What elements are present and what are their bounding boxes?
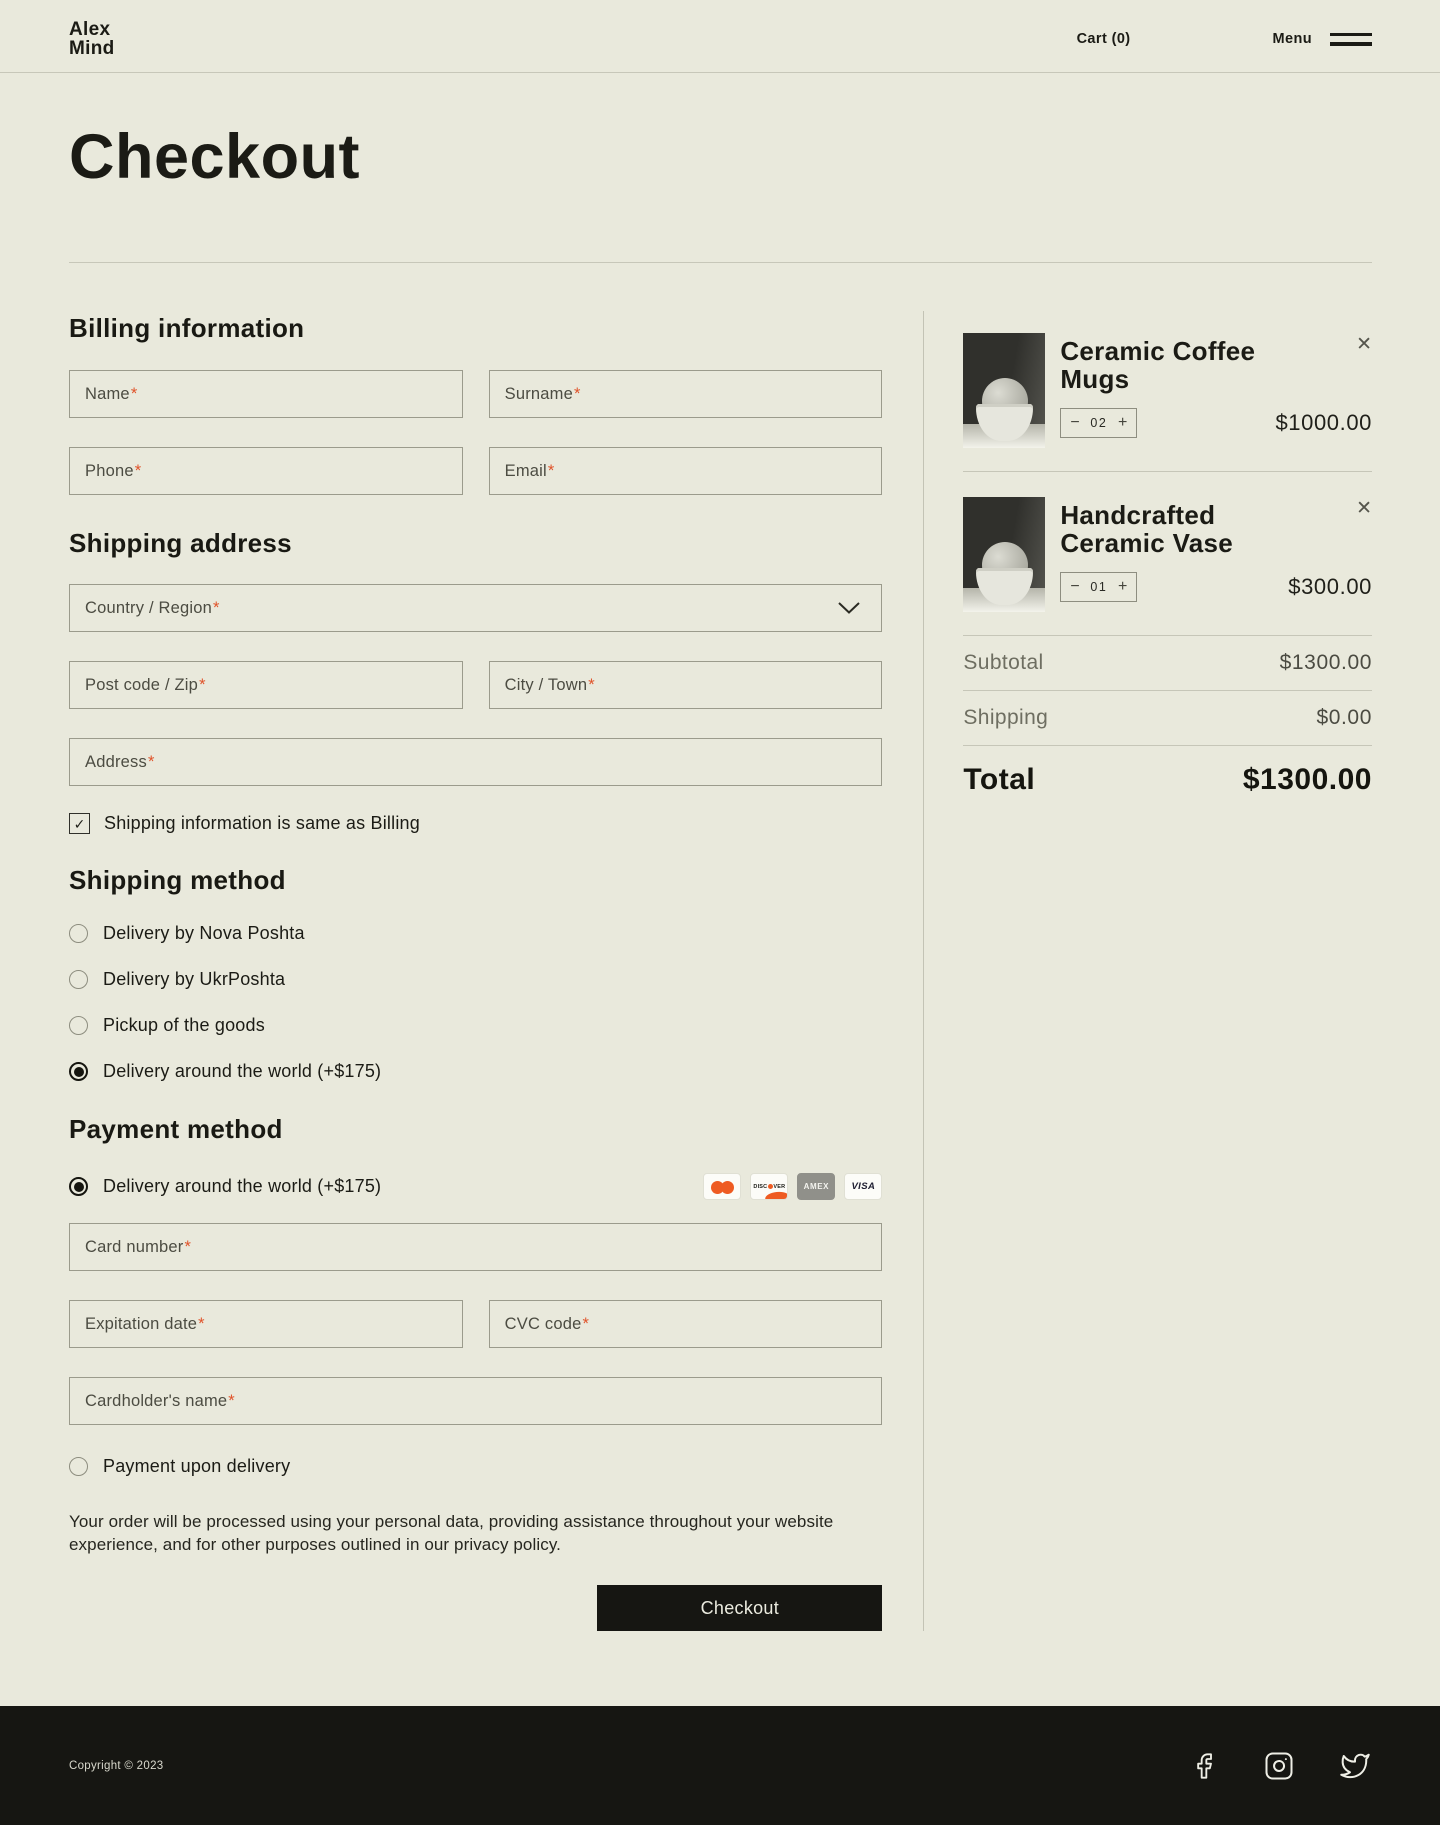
product-price: $300.00 (1288, 573, 1372, 599)
field-placeholder: Name (85, 384, 130, 403)
required-asterisk: * (547, 461, 555, 480)
page-title: Checkout (69, 122, 361, 192)
product-image (963, 497, 1045, 612)
field-placeholder: City / Town (504, 675, 588, 694)
shipping-option-worldwide[interactable] (69, 1061, 882, 1082)
required-asterisk: * (134, 461, 142, 480)
shipping-address-heading: Shipping address (69, 528, 292, 558)
payment-option-card[interactable] (69, 1173, 882, 1200)
field-placeholder: Cardholder's name (85, 1391, 228, 1410)
field-placeholder: Expitation date (85, 1314, 198, 1333)
postcode-field[interactable] (69, 661, 463, 709)
radio-label: Delivery around the world (+$175) (103, 1176, 382, 1196)
shipping-option-pickup[interactable] (69, 1015, 882, 1036)
logo-line-2: Mind (69, 38, 115, 59)
zip-city-grid (69, 661, 882, 709)
checkbox-icon (69, 813, 90, 834)
cart-item-body (1060, 333, 1372, 448)
checkbox-label: Shipping information is same as Billing (104, 813, 420, 833)
instagram-icon[interactable] (1264, 1751, 1294, 1781)
twitter-icon[interactable] (1340, 1751, 1370, 1781)
radio-label: Delivery by UkrPoshta (103, 969, 286, 989)
facebook-icon[interactable] (1190, 1752, 1218, 1780)
discover-o-dot (768, 1184, 773, 1189)
required-asterisk: * (213, 598, 220, 617)
radio-label: Delivery around the world (+$175) (103, 1061, 382, 1081)
quantity-stepper (1060, 572, 1137, 602)
payment-method-heading: Payment method (69, 1114, 283, 1144)
shipping-method-heading: Shipping method (69, 865, 286, 895)
radio-label: Pickup of the goods (103, 1015, 265, 1035)
social-links (1190, 1751, 1370, 1781)
quantity-stepper (1060, 408, 1137, 438)
cvc-field[interactable] (489, 1300, 883, 1348)
main-wrap (0, 73, 1440, 1706)
radio-icon (69, 970, 88, 989)
radio-icon (69, 924, 88, 943)
qty-price-row (1060, 572, 1372, 602)
discover-icon (750, 1173, 788, 1200)
quantity-value: 02 (1090, 415, 1108, 430)
privacy-note: Your order will be processed using your personal data, providing assistance throughout your website experience, and for other purposes outlined in our privacy policy. (69, 1512, 834, 1554)
site-footer (0, 1706, 1440, 1825)
checkout-form (69, 263, 882, 1631)
logo-line-1: Alex (69, 19, 111, 40)
field-placeholder: Post code / Zip (85, 675, 199, 694)
subtotal-label: Subtotal (963, 651, 1044, 674)
required-asterisk: * (574, 384, 581, 403)
same-as-billing-checkbox[interactable] (69, 813, 882, 834)
minus-button[interactable]: − (1070, 577, 1080, 595)
required-asterisk: * (130, 384, 138, 403)
minus-button[interactable]: − (1070, 413, 1080, 431)
shipping-option-nova-poshta[interactable] (69, 923, 882, 944)
field-placeholder: Country / Region (85, 598, 213, 617)
cardholder-name-field[interactable] (69, 1377, 882, 1425)
subtotal-value: $1300.00 (1279, 651, 1372, 674)
total-label: Total (963, 763, 1036, 796)
radio-selected-icon (69, 1062, 88, 1081)
checkout-button[interactable]: Checkout (597, 1585, 882, 1631)
radio-icon (69, 1016, 88, 1035)
required-asterisk: * (184, 1237, 192, 1256)
product-price: $1000.00 (1275, 409, 1372, 435)
phone-field[interactable] (69, 447, 463, 495)
expiration-date-field[interactable] (69, 1300, 463, 1348)
payment-option-cod[interactable] (69, 1456, 882, 1477)
field-placeholder: Address (85, 752, 147, 771)
field-placeholder: Card number (85, 1237, 184, 1256)
required-asterisk: * (199, 675, 206, 694)
surname-field[interactable] (489, 370, 883, 418)
card-number-field[interactable] (69, 1223, 882, 1271)
logo[interactable] (69, 20, 115, 58)
total-row (963, 746, 1372, 797)
shipping-option-ukrposhta[interactable] (69, 969, 882, 990)
quantity-value: 01 (1090, 579, 1108, 594)
email-field[interactable] (489, 447, 883, 495)
required-asterisk: * (198, 1314, 205, 1333)
field-placeholder: Surname (504, 384, 574, 403)
chevron-down-icon (837, 602, 861, 615)
shipping-row (963, 691, 1372, 746)
cart-link[interactable]: Cart (0) (1076, 31, 1131, 47)
billing-grid (69, 370, 882, 495)
billing-heading: Billing information (69, 313, 305, 343)
field-placeholder: Phone (85, 461, 134, 480)
discover-text: VER (773, 1183, 786, 1190)
radio-selected-icon (69, 1177, 88, 1196)
content (69, 263, 1372, 1706)
shipping-label: Shipping (963, 706, 1049, 729)
radio-label: Delivery by Nova Poshta (103, 923, 305, 943)
cart-item (963, 333, 1372, 472)
site-header (0, 0, 1440, 73)
visa-icon: VISA (844, 1173, 882, 1200)
amex-icon: AMEX (797, 1173, 835, 1200)
discover-swoosh (765, 1191, 788, 1200)
menu-label: Menu (1272, 31, 1312, 47)
required-asterisk: * (228, 1391, 235, 1410)
field-placeholder: Email (504, 461, 547, 480)
plus-button[interactable]: + (1117, 577, 1128, 595)
qty-price-row (1060, 408, 1372, 438)
remove-item-icon[interactable]: ✕ (1356, 498, 1372, 519)
remove-item-icon[interactable]: ✕ (1356, 334, 1372, 355)
plus-button[interactable]: + (1117, 413, 1128, 431)
header-nav (1077, 31, 1372, 47)
address-field[interactable] (69, 738, 882, 786)
radio-icon (69, 1457, 88, 1476)
city-field[interactable] (489, 661, 883, 709)
subtotal-row (963, 636, 1372, 691)
card-details-grid (69, 1300, 882, 1348)
cart-item (963, 497, 1372, 636)
name-field[interactable] (69, 370, 463, 418)
required-asterisk: * (147, 752, 155, 771)
radio-label: Payment upon delivery (103, 1456, 291, 1476)
menu-button[interactable] (1273, 31, 1372, 47)
order-summary (963, 263, 1372, 1631)
product-image (963, 333, 1045, 448)
mastercard-icon (703, 1173, 741, 1200)
product-title: Ceramic Coffee Mugs (1060, 336, 1256, 394)
card-brand-badges (703, 1173, 882, 1200)
copyright-text: Copyright © 2023 (69, 1759, 164, 1772)
hamburger-icon (1330, 33, 1372, 46)
shipping-value: $0.00 (1316, 706, 1372, 729)
total-value: $1300.00 (1242, 763, 1372, 796)
discover-text: DISC (753, 1183, 768, 1190)
required-asterisk: * (582, 1314, 590, 1333)
column-divider (923, 311, 924, 1631)
cart-item-body (1060, 497, 1372, 612)
product-title: Handcrafted Ceramic Vase (1060, 500, 1234, 558)
required-asterisk: * (588, 675, 595, 694)
country-select[interactable] (69, 584, 882, 632)
checkmark-icon: ✓ (73, 815, 86, 832)
field-placeholder: CVC code (504, 1314, 582, 1333)
